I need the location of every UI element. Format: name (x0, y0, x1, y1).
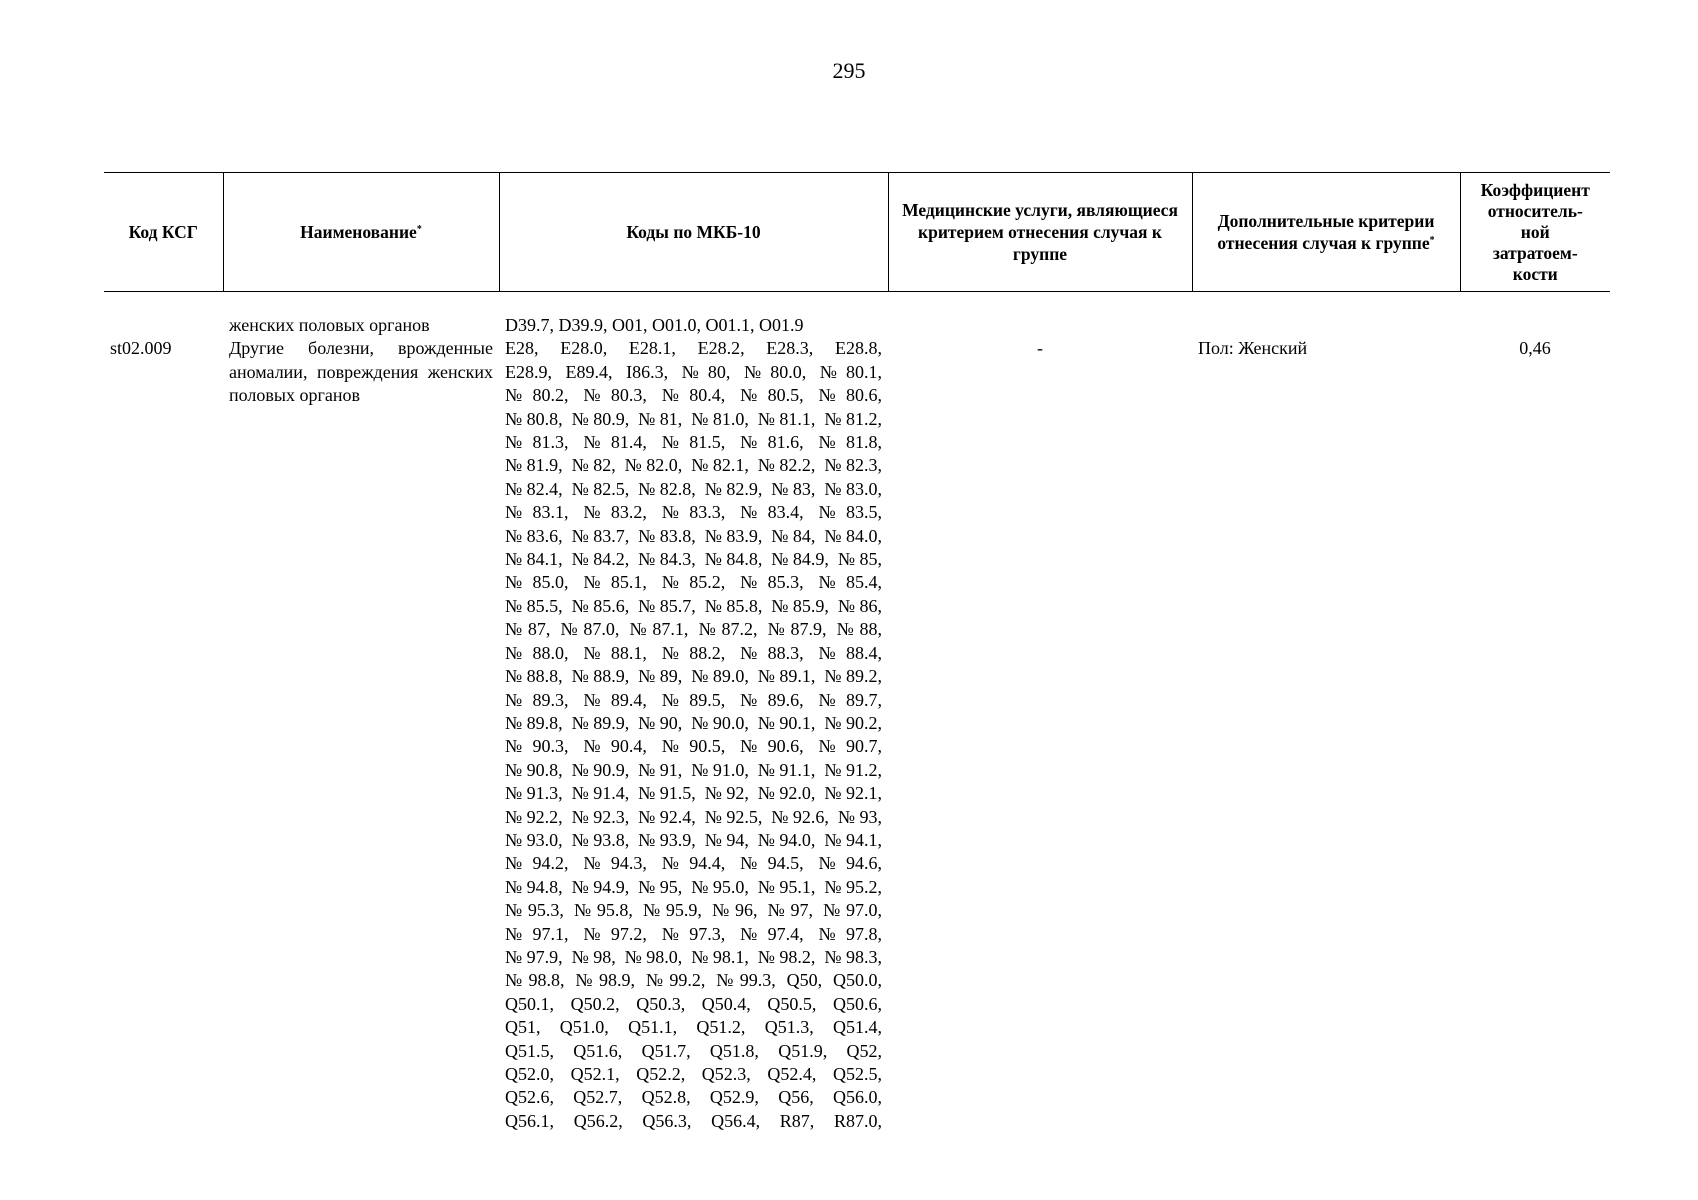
icd-code-line: №84.1, №84.2, №84.3, №84.8, №84.9, №85, (505, 549, 882, 570)
icd-code-line: №98.8, №98.9, №99.2, №99.3, Q50, Q50.0, (505, 970, 882, 991)
ksg-table (104, 172, 1610, 1133)
ksg-name-cell (223, 314, 499, 1133)
header-coefficient-line: Коэффициент (1480, 179, 1590, 200)
icd-code-line: №82.4, №82.5, №82.8, №82.9, №83, №83.0, (505, 478, 882, 499)
cost-coefficient: 0,46 (1519, 338, 1551, 359)
icd-code-line: №97.9, №98, №98.0, №98.1, №98.2, №98.3, (505, 946, 882, 967)
icd-code-line: E28, E28.0, E28.1, E28.2, E28.3, E28.8, (505, 338, 882, 359)
icd-code-line: №95.3, №95.8, №95.9, №96, №97, №97.0, (505, 900, 882, 921)
icd-code-line: №94.2, №94.3, №94.4, №94.5, №94.6, (505, 853, 882, 874)
icd-code-line: №93.0, №93.8, №93.9, №94, №94.0, №94.1, (505, 829, 882, 850)
icd-code-line: Q56.1, Q56.2, Q56.3, Q56.4, R87, R87.0, (505, 1110, 882, 1131)
medical-services: - (1037, 338, 1043, 359)
icd-code-line: №83.6, №83.7, №83.8, №83.9, №84, №84.0, (505, 525, 882, 546)
footnote-mark: * (416, 224, 422, 235)
icd-code-line: Q51.5, Q51.6, Q51.7, Q51.8, Q51.9, Q52, (505, 1040, 882, 1061)
icd-code-line: №89.8, №89.9, №90, №90.0, №90.1, №90.2, (505, 712, 882, 733)
icd-code-line: №94.8, №94.9, №95, №95.0, №95.1, №95.2, (505, 876, 882, 897)
additional-criteria: Пол: Женский (1198, 338, 1308, 359)
icd-code-line: №97.1, №97.2, №97.3, №97.4, №97.8, (505, 923, 882, 944)
header-coefficient-line: относитель- (1487, 200, 1583, 221)
header-icd: Коды по МКБ-10 (499, 173, 888, 292)
header-code: Код КСГ (104, 173, 223, 292)
icd-code-line: №91.3, №91.4, №91.5, №92, №92.0, №92.1, (505, 783, 882, 804)
icd-code-line: Q51, Q51.0, Q51.1, Q51.2, Q51.3, Q51.4, (505, 1017, 882, 1038)
icd-code-line: №80.8, №80.9, №81, №81.0, №81.1, №81.2, (505, 408, 882, 429)
icd-code-line: D39.7, D39.9, O01, O01.0, O01.1, O01.9 (505, 315, 804, 335)
icd-code-line: №90.3, №90.4, №90.5, №90.6, №90.7, (505, 736, 882, 757)
icd-code-line: №80.2, №80.3, №80.4, №80.5, №80.6, (505, 385, 882, 406)
icd-code-line: №89.3, №89.4, №89.5, №89.6, №89.7, (505, 689, 882, 710)
icd-codes-cell (499, 314, 888, 1133)
header-coefficient-line: затратоем- (1492, 242, 1578, 263)
header-coefficient (1460, 173, 1610, 292)
ksg-code: st02.009 (110, 338, 172, 359)
header-name: Наименование* (223, 173, 499, 292)
table-row (104, 314, 1610, 1133)
ksg-name: Другие болезни, врожденные аномалии, повреждения женских половых органов (229, 338, 493, 406)
table-header (104, 173, 1610, 292)
header-services: Медицинские услуги, являющиеся критерием отнесения случая к группе (888, 173, 1192, 292)
icd-code-line: №87, №87.0, №87.1, №87.2, №87.9, №88, (505, 619, 882, 640)
icd-code-line: №85.0, №85.1, №85.2, №85.3, №85.4, (505, 572, 882, 593)
footnote-mark: * (1429, 235, 1435, 246)
icd-code-line: Q52.0, Q52.1, Q52.2, Q52.3, Q52.4, Q52.5, (505, 1064, 882, 1084)
page-number: 295 (832, 58, 866, 83)
icd-code-line: №83.1, №83.2, №83.3, №83.4, №83.5, (505, 502, 882, 523)
icd-code-line: Q50.1, Q50.2, Q50.3, Q50.4, Q50.5, Q50.6, (505, 993, 882, 1014)
header-criteria: Дополнительные критерии отнесения случая к группе* (1192, 173, 1460, 292)
icd-code-line: №81.9, №82, №82.0, №82.1, №82.2, №82.3, (505, 455, 882, 476)
icd-code-line: Q52.6, Q52.7, Q52.8, Q52.9, Q56, Q56.0, (505, 1087, 882, 1108)
icd-code-line: №92.2, №92.3, №92.4, №92.5, №92.6, №93, (505, 806, 882, 827)
icd-code-line: №88.0, №88.1, №88.2, №88.3, №88.4, (505, 642, 882, 663)
icd-code-line: №81.3, №81.4, №81.5, №81.6, №81.8, (505, 432, 882, 453)
icd-code-line: E28.9, E89.4, I86.3, №80, №80.0, №80.1, (505, 361, 882, 382)
prev-name-continuation: женских половых органов (229, 315, 430, 335)
icd-code-line: №90.8, №90.9, №91, №91.0, №91.1, №91.2, (505, 759, 882, 780)
header-coefficient-line: ной (1520, 221, 1550, 242)
icd-code-line: №85.5, №85.6, №85.7, №85.8, №85.9, №86, (505, 595, 882, 616)
icd-code-line: №88.8, №88.9, №89, №89.0, №89.1, №89.2, (505, 666, 882, 687)
header-coefficient-line: кости (1512, 263, 1558, 284)
